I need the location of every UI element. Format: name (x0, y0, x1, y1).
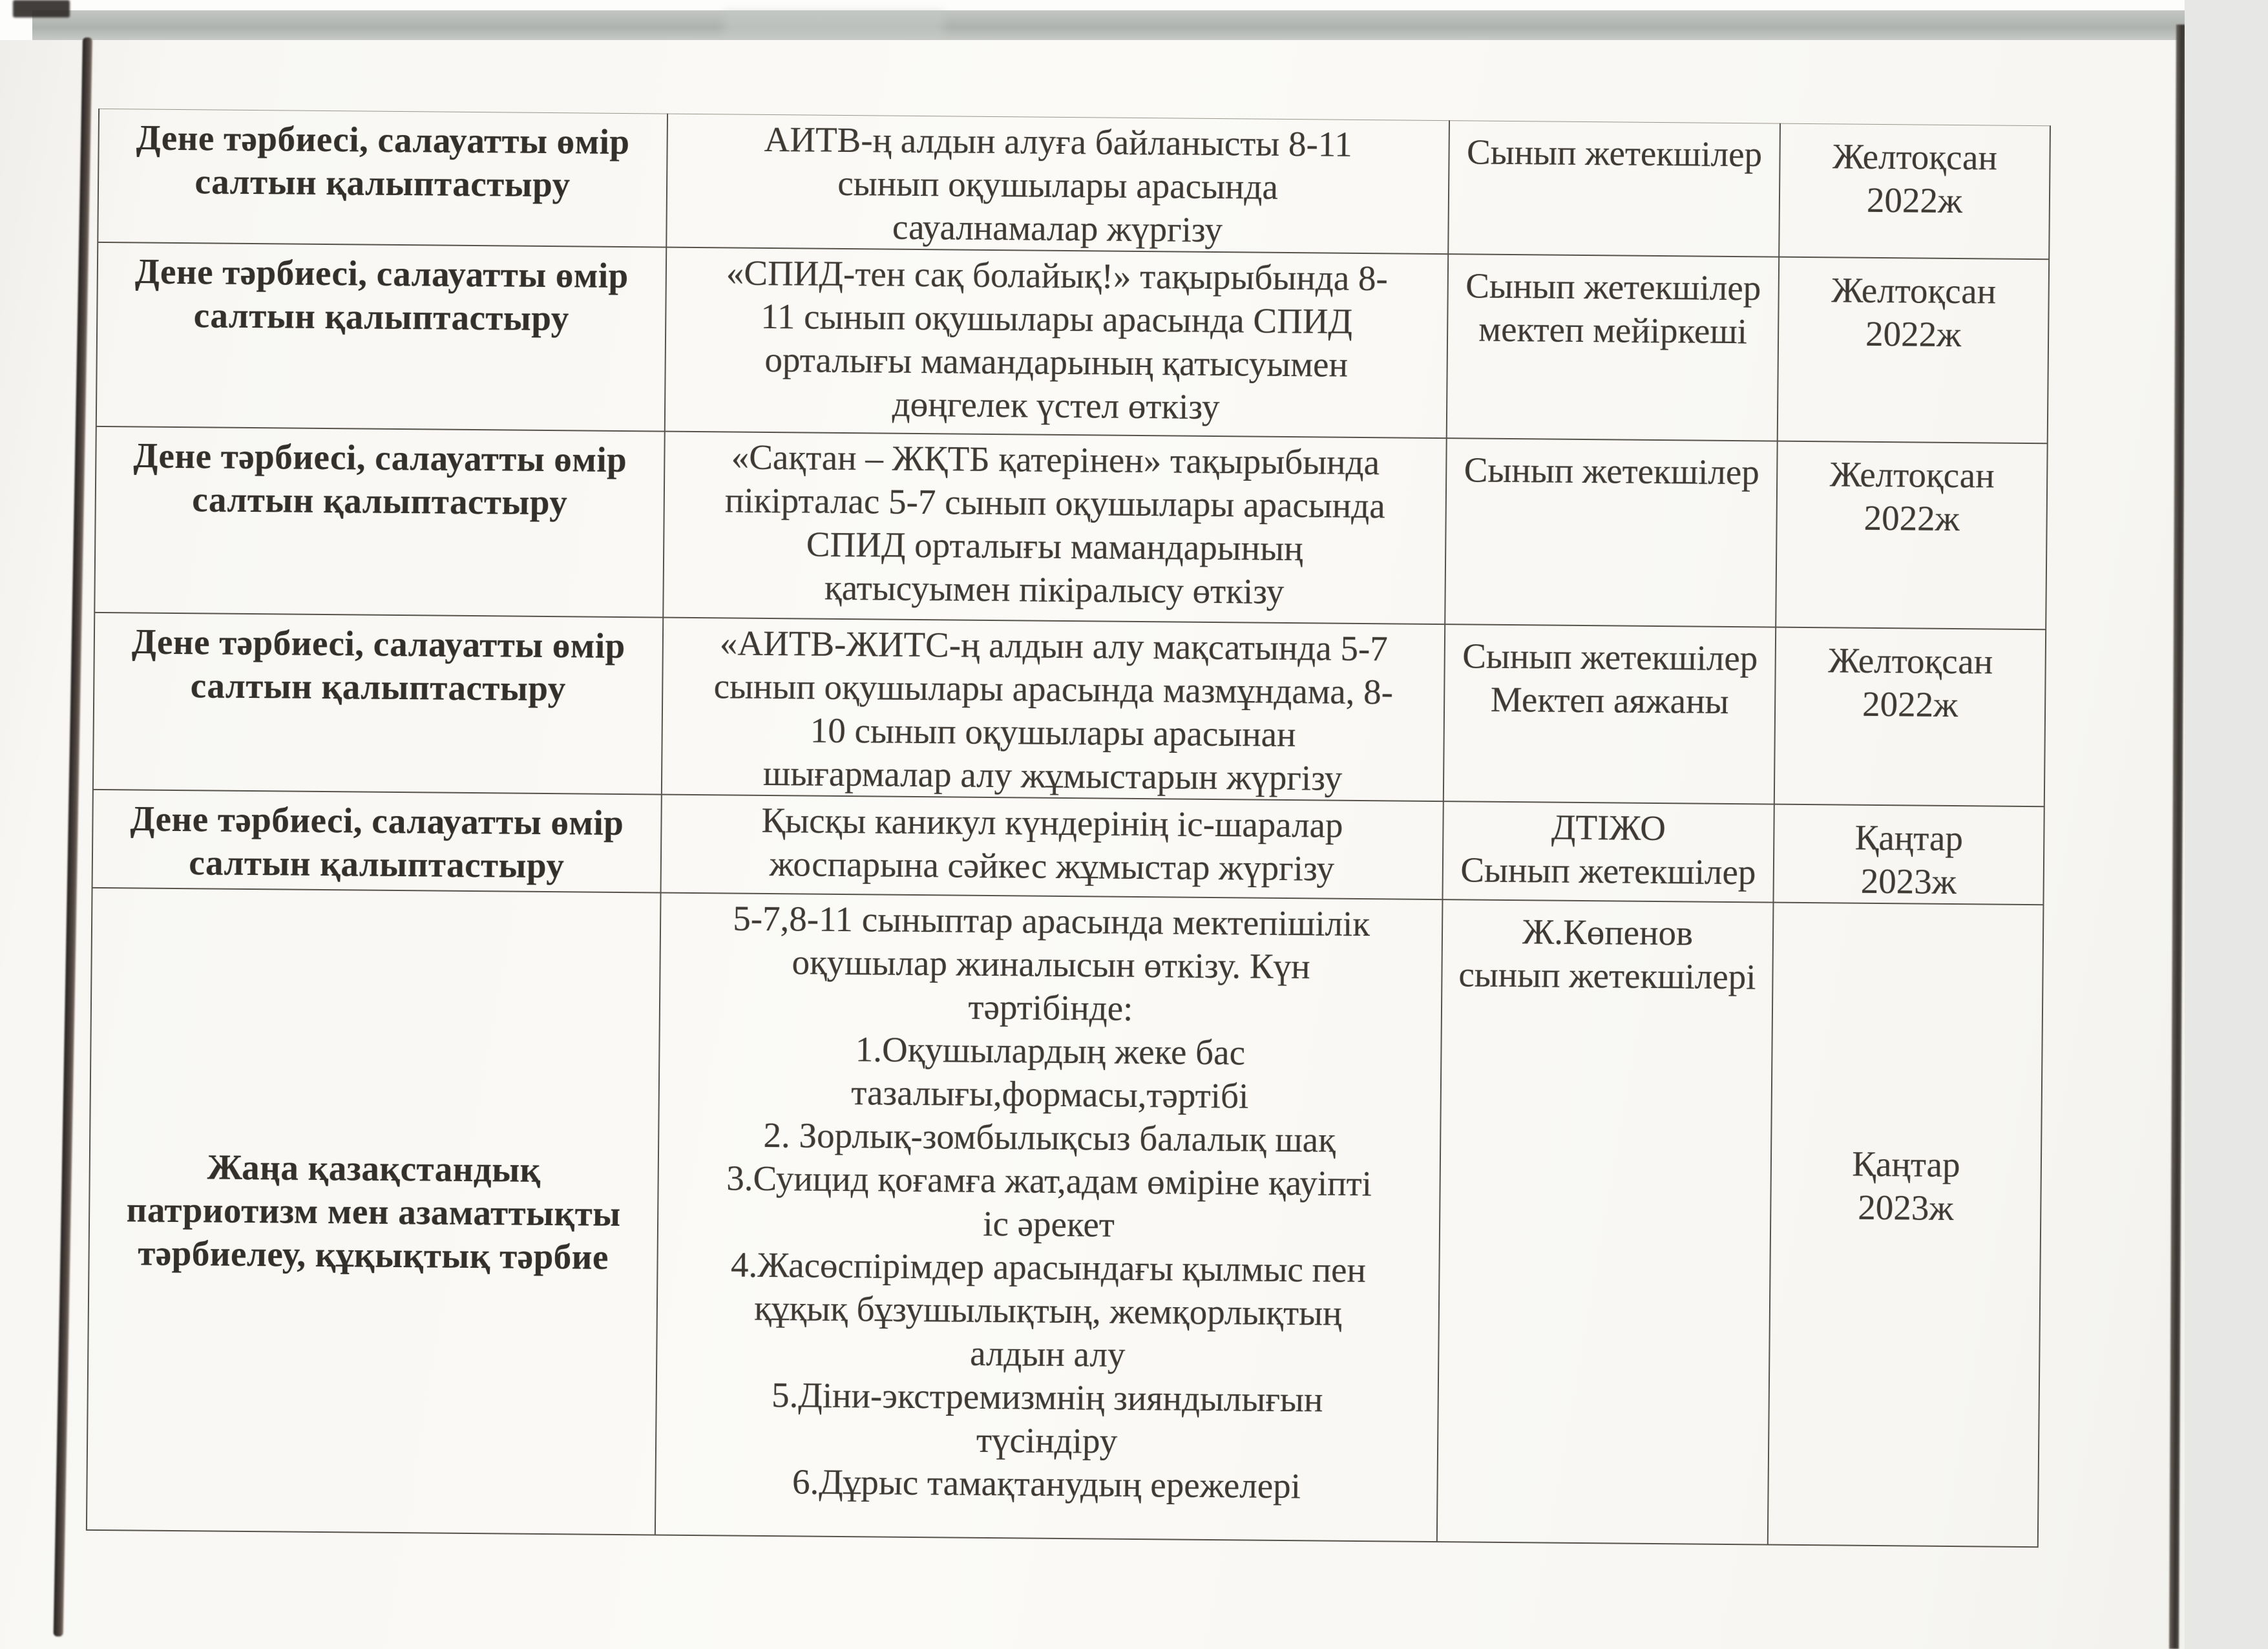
cell-responsible: Сынып жетекшілер мектеп мейіркеші (1447, 254, 1779, 441)
cell-date: Желтоқсан 2022ж (1779, 123, 2050, 259)
scanner-background-strip (32, 10, 2268, 41)
cell-activity: 5-7,8-11 сыныптар арасында мектепішілік оқушылар жиналысын өткізу. Күн тәртібінде: 1.Оқушылардың жеке бас тазалығы,формасы,тәртібі 2. Зорлық-зомбылықсыз балалық шақ 3.Суицид қоғамға жат,адам өміріне қауіпті іс әрекет 4.Жасөспірімдер арасындағы қылмыс пен құқық бұзушылықтың, жемқорлықтың алдын алу 5.Діни-экстремизмнің зияндылығын түсіндіру 6.Дұрыс тамақтанудың ережелері (655, 893, 1443, 1542)
plan-table-wrap (86, 109, 2051, 1548)
table-row (94, 426, 2047, 629)
cell-date: Желтоқсан 2022ж (1778, 257, 2049, 444)
cell-responsible: Сынып жетекшілер (1448, 121, 1780, 257)
table-row (96, 242, 2049, 443)
cell-date: Қаңтар 2023ж (1768, 903, 2044, 1548)
cell-activity: «СПИД-тен сақ болайық!» тақырыбында 8- 11 сынып оқушылары арасында СПИД орталығы мамандарының қатысуымен дөңгелек үстел өткізу (665, 247, 1448, 439)
cell-date: Желтоқсан 2022ж (1774, 627, 2046, 807)
cell-responsible: Сынып жетекшілер (1445, 438, 1777, 627)
table-row (93, 613, 2046, 806)
cell-activity: «АИТВ-ЖИТС-ң алдын алу мақсатында 5-7 сынып оқушылары арасында мазмұндама, 8- 10 сынып оқушылары арасынан шығармалар алу жұмыстарын жүргізу (662, 618, 1445, 802)
plan-table-body (87, 109, 2050, 1547)
table-row (87, 888, 2044, 1547)
cell-direction: Дене тәрбиесі, салауатты өмір салтын қалыптастыру (93, 613, 663, 795)
cell-responsible: Сынып жетекшілер Мектеп аяжаны (1444, 624, 1776, 804)
cell-direction: Дене тәрбиесі, салауатты өмір салтын қалыптастыру (92, 790, 662, 893)
table-row (98, 109, 2050, 259)
cell-responsible: Ж.Көпенов сынып жетекшілері (1437, 899, 1774, 1544)
cell-activity: «Сақтан – ЖҚТБ қатерінен» тақырыбында пікірталас 5-7 сынып оқушылары арасында СПИД орталығы мамандарының қатысуымен пікіралысу өткізу (663, 432, 1446, 625)
cell-responsible: ДТІЖО Сынып жетекшілер (1442, 801, 1774, 902)
cell-date: Қаңтар 2023ж (1773, 804, 2044, 905)
scanner-background-right (2185, 0, 2268, 1649)
cell-direction: Дене тәрбиесі, салауатты өмір салтын қалыптастыру (98, 109, 667, 247)
cell-direction: Дене тәрбиесі, салауатты өмір салтын қалыптастыру (96, 242, 666, 432)
plan-table (86, 109, 2051, 1548)
cell-activity: АИТВ-ң алдын алуға байланысты 8-11 сынып оқушылары арасында сауалнамалар жүргізу (666, 114, 1449, 254)
cell-activity: Қысқы каникул күндерінің іс-шаралар жоспарына сәйкес жұмыстар жүргізу (661, 795, 1444, 900)
cell-direction: Дене тәрбиесі, салауатты өмір салтын қалыптастыру (94, 426, 664, 618)
scan-artifact-dark-blob (13, 0, 70, 17)
cell-date: Желтоқсан 2022ж (1776, 441, 2047, 630)
table-row (92, 790, 2044, 905)
cell-direction: Жаңа қазақстандық патриотизм мен азаматтықты тәрбиелеу, құқықтық тәрбие (87, 888, 661, 1535)
